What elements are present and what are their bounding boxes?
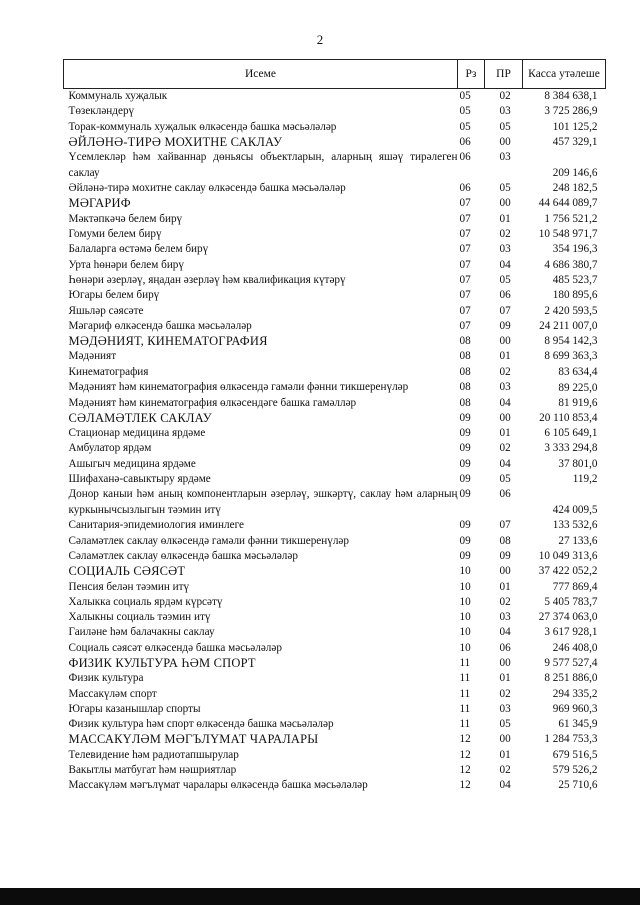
row-pr: 05 <box>499 182 511 195</box>
table-row <box>64 273 606 288</box>
header-name: Исеме <box>64 60 458 89</box>
row-pr: 01 <box>499 672 511 685</box>
table-row <box>64 641 606 656</box>
row-name: Сәламәтлек саклау өлкәсендә гамәли фәнни тикшеренүләр <box>68 534 349 547</box>
table-row <box>64 702 606 717</box>
row-rz: 08 <box>459 365 471 378</box>
row-name: Югары казанышлар спорты <box>68 702 201 715</box>
row-pr: 04 <box>499 457 511 470</box>
row-name: Һөнәри әзерләү, яңадан әзерләү һәм квалификация күтәрү <box>68 273 346 286</box>
table-row <box>64 120 606 135</box>
table-row <box>64 763 606 778</box>
row-rz: 07 <box>459 228 471 241</box>
row-rz: 10 <box>459 611 471 624</box>
row-sum: 457 329,1 <box>552 135 598 148</box>
row-sum: 1 756 521,2 <box>544 212 598 225</box>
row-sum: 101 125,2 <box>552 120 598 133</box>
table-row <box>64 778 606 793</box>
row-rz: 05 <box>459 105 471 118</box>
row-pr: 03 <box>499 105 511 118</box>
row-pr: 05 <box>499 273 511 286</box>
row-pr: 00 <box>499 657 511 669</box>
table-row <box>64 212 606 227</box>
row-pr: 00 <box>499 135 511 148</box>
row-pr: 03 <box>499 243 511 256</box>
row-rz: 11 <box>459 657 471 669</box>
row-rz: 07 <box>459 258 471 271</box>
row-name: Гомуми белем бирү <box>68 228 162 241</box>
table-row <box>64 258 606 273</box>
row-rz: 12 <box>459 764 471 777</box>
row-sum: 81 919,6 <box>558 396 598 409</box>
row-sum: 3 333 294,8 <box>544 442 598 455</box>
row-sum: 679 516,5 <box>552 748 598 761</box>
row-name: Мәдәният <box>68 350 117 363</box>
table-body <box>64 89 606 794</box>
row-sum: 8 954 142,3 <box>544 335 598 348</box>
table-row <box>64 396 606 411</box>
row-rz: 07 <box>459 304 471 317</box>
row-name: Шифаханә-савыктыру ярдәме <box>68 473 211 486</box>
row-sum: 8 251 886,0 <box>544 672 598 685</box>
row-name: СӘЛАМӘТЛЕК САКЛАУ <box>68 410 212 425</box>
row-name: Урта һөнәри белем бирү <box>68 258 184 271</box>
row-name: Әйләнә-тирә мохитне саклау өлкәсендә башка мәсьәләләр <box>68 182 346 195</box>
table-row <box>64 472 606 487</box>
table-row <box>64 319 606 334</box>
row-name: Донор каныи һәм аның компонентларын әзерләү, эшкәртү, саклау һәм аларның куркынычсызлыгын тәэмин итү <box>68 488 458 516</box>
row-name: Вакытлы матбугат һәм нәшриятлар <box>68 764 237 777</box>
row-rz: 11 <box>459 687 471 700</box>
table-row <box>64 457 606 472</box>
row-sum: 10 049 313,6 <box>538 549 598 562</box>
row-rz: 08 <box>459 350 471 363</box>
row-rz: 08 <box>459 381 471 394</box>
row-pr: 02 <box>499 365 511 378</box>
row-sum: 424 009,5 <box>552 504 598 517</box>
row-name: Югары белем бирү <box>68 289 160 302</box>
row-name: Яшьләр сәясәте <box>68 304 144 317</box>
row-rz: 07 <box>459 243 471 256</box>
row-name: Коммуналь хуҗалык <box>68 90 168 102</box>
row-sum: 969 960,3 <box>552 702 598 715</box>
row-rz: 09 <box>459 427 471 440</box>
row-name: Физик культура <box>68 672 144 685</box>
row-sum: 61 345,9 <box>558 718 598 731</box>
row-pr: 01 <box>499 350 511 363</box>
row-sum: 37 422 052,2 <box>538 565 598 578</box>
row-rz: 11 <box>459 672 471 685</box>
row-pr: 00 <box>499 197 511 210</box>
row-sum: 24 211 007,0 <box>539 319 598 332</box>
row-name: Халыкка социаль ярдәм күрсәтү <box>68 595 223 608</box>
row-pr: 02 <box>499 595 511 608</box>
row-rz: 10 <box>459 595 471 608</box>
row-pr: 02 <box>499 687 511 700</box>
row-sum: 4 686 380,7 <box>544 258 598 271</box>
row-sum: 180 895,6 <box>552 289 598 302</box>
table-row <box>64 304 606 319</box>
section-row <box>64 334 606 349</box>
section-row <box>64 656 606 671</box>
row-name: Стационар медицина ярдәме <box>68 427 206 440</box>
table-row <box>64 349 606 364</box>
row-name: Массакүләм спорт <box>68 687 157 700</box>
table-row <box>64 671 606 686</box>
row-pr: 02 <box>499 764 511 777</box>
row-pr: 05 <box>499 473 511 486</box>
table-row <box>64 549 606 564</box>
row-sum: 3 617 928,1 <box>544 626 598 639</box>
row-sum: 485 523,7 <box>552 273 598 286</box>
row-sum: 5 405 783,7 <box>544 595 598 608</box>
table-row <box>64 365 606 380</box>
table-row <box>64 610 606 625</box>
row-name: Төзеклəндерү <box>68 105 135 118</box>
table-row <box>64 89 606 105</box>
section-row <box>64 411 606 426</box>
table-row <box>64 181 606 196</box>
section-row <box>64 732 606 747</box>
row-pr: 00 <box>499 565 511 578</box>
row-sum: 354 196,3 <box>552 243 598 256</box>
row-sum: 777 869,4 <box>552 580 598 593</box>
row-pr: 07 <box>499 519 511 532</box>
row-sum: 248 182,5 <box>552 182 598 195</box>
row-sum: 2 420 593,5 <box>544 304 598 317</box>
table-row <box>64 380 606 396</box>
row-pr: 09 <box>499 549 511 562</box>
table-row <box>64 687 606 702</box>
row-pr: 01 <box>499 427 511 440</box>
row-pr: 02 <box>499 228 511 241</box>
row-name: Кинематография <box>68 365 149 378</box>
row-rz: 07 <box>459 319 471 332</box>
row-pr: 05 <box>499 120 511 133</box>
row-name: Амбулатор ярдәм <box>68 442 152 455</box>
row-pr: 00 <box>499 733 511 746</box>
table-row <box>64 748 606 763</box>
table-row <box>64 426 606 441</box>
scan-edge-bar <box>0 888 640 905</box>
row-sum: 8 699 363,3 <box>544 350 598 363</box>
row-pr: 02 <box>499 90 511 102</box>
row-rz: 06 <box>459 135 471 148</box>
row-pr: 01 <box>499 580 511 593</box>
row-name: Гаиләне һәм балачакны саклау <box>68 626 215 639</box>
row-sum: 9 577 527,4 <box>544 657 598 669</box>
row-rz: 08 <box>459 396 471 409</box>
row-sum: 579 526,2 <box>552 764 598 777</box>
section-row <box>64 196 606 211</box>
row-rz: 09 <box>459 442 471 455</box>
section-row <box>64 564 606 579</box>
row-pr: 06 <box>499 488 511 501</box>
row-name: Массакүләм мәгълүмат чаралары өлкәсендә башка мәсьәләләр <box>68 779 368 792</box>
row-rz: 09 <box>459 534 471 547</box>
row-sum: 27 374 063,0 <box>538 611 598 624</box>
table-row <box>64 441 606 456</box>
row-pr: 00 <box>499 411 511 424</box>
row-rz: 11 <box>459 718 471 731</box>
row-rz: 09 <box>459 549 471 562</box>
row-name: Торак-коммуналь хуҗалык өлкәсендә башка мәсьәләләр <box>68 120 337 133</box>
row-rz: 07 <box>459 273 471 286</box>
row-rz: 12 <box>459 748 471 761</box>
row-pr: 04 <box>499 396 511 409</box>
row-name: Балаларга өстәмә белем бирү <box>68 243 209 256</box>
header-pr: ПР <box>485 60 523 89</box>
row-pr: 07 <box>499 304 511 317</box>
row-name: Телевидение һәм радиотапшырулар <box>68 748 239 761</box>
row-name: Мәгариф өлкәсендә башка мәсьәләләр <box>68 319 252 332</box>
row-name: Сәламәтлек саклау өлкәсендә башка мәсьәләләр <box>68 549 298 562</box>
row-sum: 37 801,0 <box>558 457 598 470</box>
page-number: 2 <box>316 32 324 47</box>
row-pr: 06 <box>499 641 511 654</box>
row-sum: 6 105 649,1 <box>544 427 598 440</box>
row-rz: 07 <box>459 197 471 210</box>
table-row <box>64 242 606 257</box>
row-name: ФИЗИК КУЛЬТУРА ҺӘМ СПОРТ <box>68 656 256 670</box>
table-row <box>64 518 606 533</box>
row-name: ӘЙЛӘНӘ-ТИРӘ МОХИТНЕ САКЛАУ <box>68 134 283 149</box>
table-row <box>64 227 606 242</box>
row-rz: 05 <box>459 120 471 133</box>
row-sum: 3 725 286,9 <box>544 105 598 118</box>
row-name: МӘДӘНИЯТ, КИНЕМАТОГРАФИЯ <box>68 334 268 349</box>
row-name: Мәдәният һәм кинематография өлкәсендә гамәли фәнни тикшеренүләр <box>68 381 409 394</box>
row-rz: 09 <box>459 457 471 470</box>
row-rz: 09 <box>459 488 471 501</box>
row-pr: 01 <box>499 212 511 225</box>
row-sum: 20 110 853,4 <box>539 411 598 424</box>
table-row <box>64 487 606 518</box>
row-rz: 10 <box>459 580 471 593</box>
row-sum: 246 408,0 <box>552 641 598 654</box>
table-row <box>64 150 606 181</box>
row-rz: 05 <box>459 90 471 102</box>
row-pr: 03 <box>499 702 511 715</box>
row-sum: 8 384 638,1 <box>544 90 598 102</box>
row-pr: 08 <box>499 534 511 547</box>
table-row <box>64 104 606 119</box>
row-rz: 06 <box>459 151 471 164</box>
row-name: СОЦИАЛЬ СӘЯСӘТ <box>68 564 186 579</box>
table-row <box>64 717 606 732</box>
row-sum: 27 133,6 <box>558 534 598 547</box>
row-rz: 07 <box>459 212 471 225</box>
row-sum: 133 532,6 <box>552 519 598 532</box>
row-name: Социаль сәясәт өлкәсендә башка мәсьәләләр <box>68 641 282 654</box>
table-row <box>64 625 606 640</box>
row-sum: 209 146,6 <box>552 167 598 180</box>
row-pr: 00 <box>499 335 511 348</box>
table-row <box>64 288 606 303</box>
row-rz: 12 <box>459 733 471 746</box>
section-row <box>64 135 606 150</box>
row-pr: 01 <box>499 748 511 761</box>
row-pr: 04 <box>499 779 511 792</box>
row-pr: 03 <box>499 381 511 394</box>
header-sum: Касса утәлеше <box>523 60 606 89</box>
row-name: Физик культура һәм спорт өлкәсендә башка мәсьәләләр <box>68 718 334 731</box>
row-name: Мәдәният һәм кинематография өлкәсендәге башка гамәлләр <box>68 396 357 409</box>
row-name: Үсемлекләр һәм хайваннар дөньясы объектларын, аларның яшәү тирәлеген саклау <box>68 151 458 179</box>
row-sum: 119,2 <box>572 473 598 486</box>
row-pr: 02 <box>499 442 511 455</box>
row-sum: 83 634,4 <box>558 365 598 378</box>
row-rz: 09 <box>459 473 471 486</box>
row-name: Ашыгыч медицина ярдәме <box>68 457 196 470</box>
header-rz: Рз <box>458 60 485 89</box>
row-name: Санитария-эпидемиология иминлеге <box>68 519 244 532</box>
row-rz: 11 <box>459 702 471 715</box>
row-rz: 10 <box>459 565 471 578</box>
row-name: Халыкны социаль тәэмин итү <box>68 611 211 624</box>
row-name: Пенсия белән тәэмин итү <box>68 580 190 593</box>
row-name: МАССАКҮЛӘМ МӘГЪЛҮМАТ ЧАРАЛАРЫ <box>68 732 319 747</box>
row-sum: 294 335,2 <box>552 687 598 700</box>
table-row <box>64 595 606 610</box>
row-pr: 03 <box>499 611 511 624</box>
row-sum: 44 644 089,7 <box>538 197 598 210</box>
row-sum: 89 225,0 <box>558 381 598 394</box>
row-rz: 10 <box>459 626 471 639</box>
row-sum: 10 548 971,7 <box>538 228 598 241</box>
row-rz: 09 <box>459 519 471 532</box>
row-name: МӘГАРИФ <box>68 196 131 211</box>
table-row <box>64 580 606 595</box>
row-pr: 05 <box>499 718 511 731</box>
table-header-row <box>64 60 606 89</box>
row-rz: 07 <box>459 289 471 302</box>
row-rz: 10 <box>459 641 471 654</box>
row-pr: 04 <box>499 626 511 639</box>
row-pr: 06 <box>499 289 511 302</box>
budget-table <box>63 59 606 794</box>
row-rz: 09 <box>459 411 471 424</box>
row-rz: 12 <box>459 779 471 792</box>
row-pr: 09 <box>499 319 511 332</box>
row-sum: 25 710,6 <box>558 779 598 792</box>
table-row <box>64 534 606 549</box>
row-pr: 04 <box>499 258 511 271</box>
row-name: Мәктәпкәчә белем бирү <box>68 212 183 225</box>
row-sum: 1 284 753,3 <box>544 733 598 746</box>
row-rz: 06 <box>459 182 471 195</box>
row-pr: 03 <box>499 151 511 164</box>
row-rz: 08 <box>459 335 471 348</box>
